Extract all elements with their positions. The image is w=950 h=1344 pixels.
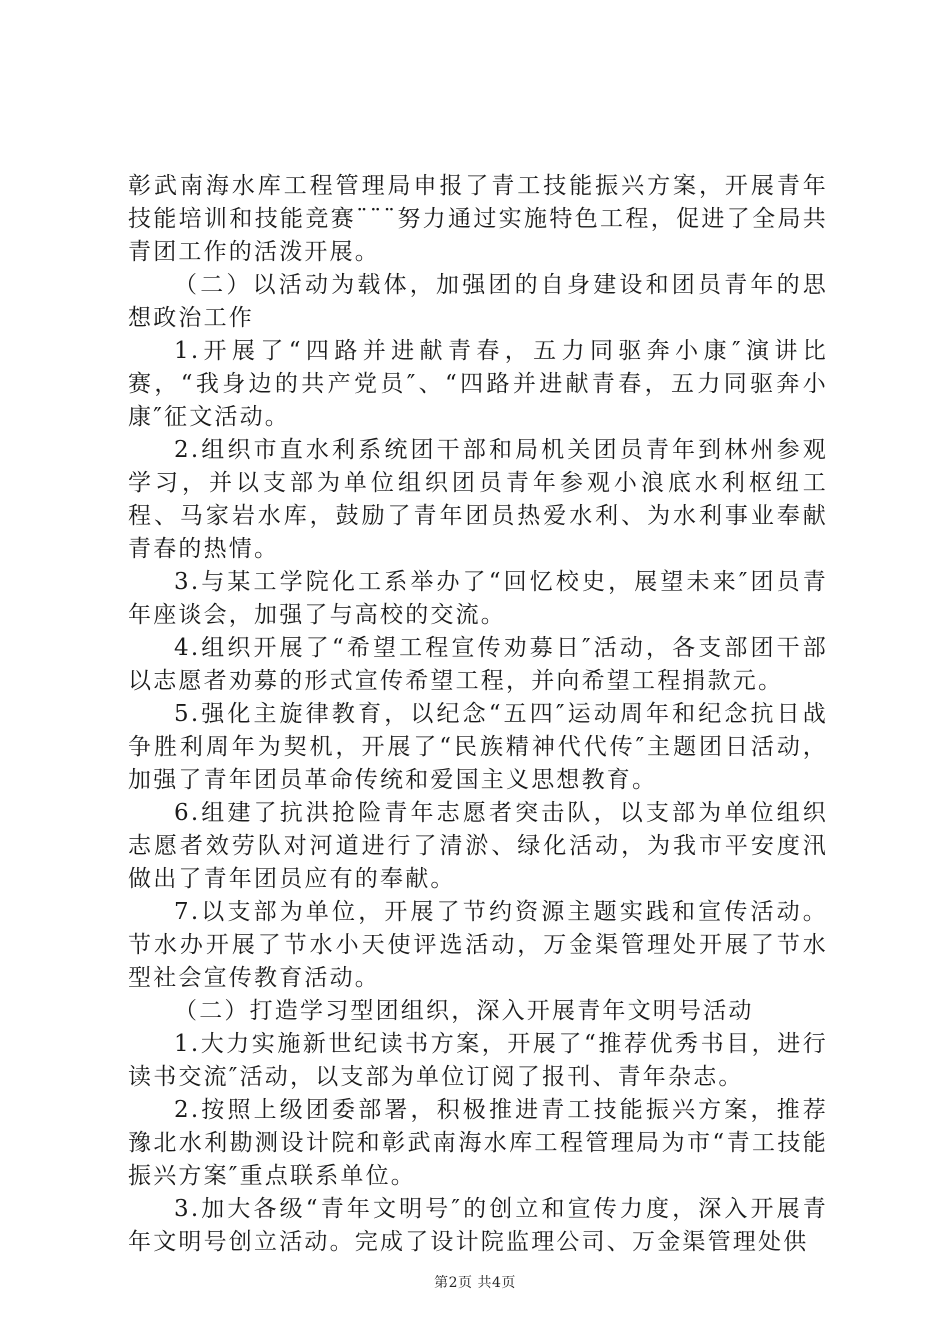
list-item-3: 3.与某工学院化工系举办了“回忆校史，展望未来″团员青年座谈会，加强了与高校的交流。 — [128, 569, 828, 628]
list-item-1: 1.大力实施新世纪读书方案，开展了“推荐优秀书目，进行读书交流″活动，以支部为单位订阅了报刊、青年杂志。 — [128, 1031, 828, 1090]
page-footer: 第2页 共4页 — [434, 1275, 516, 1291]
list-item-2: 2.组织市直水利系统团干部和局机关团员青年到林州参观学习，并以支部为单位组织团员青年参观小浪底水利枢纽工程、马家岩水库，鼓励了青年团员热爱水利、为水利事业奉献青春的热情。 — [128, 437, 828, 562]
section-heading-learning: （二）打造学习型团组织，深入开展青年文明号活动 — [174, 998, 754, 1024]
section-heading-activities: （二）以活动为载体，加强团的自身建设和团员青年的思想政治工作 — [128, 272, 828, 331]
list-item-3: 3.加大各级“青年文明号″的创立和宣传力度，深入开展青年文明号创立活动。完成了设计院监理公司、万金渠管理处供 — [128, 1196, 828, 1255]
list-item-5: 5.强化主旋律教育，以纪念“五四″运动周年和纪念抗日战争胜利周年为契机，开展了“民族精神代代传″主题团日活动，加强了青年团员革命传统和爱国主义思想教育。 — [128, 701, 828, 793]
document-body — [128, 170, 828, 1259]
paragraph-continuation: 彰武南海水库工程管理局申报了青工技能振兴方案，开展青年技能培训和技能竞赛¨¨¨努力通过实施特色工程，促进了全局共青团工作的活泼开展。 — [128, 173, 828, 265]
list-item-6: 6.组建了抗洪抢险青年志愿者突击队，以支部为单位组织志愿者效劳队对河道进行了清淤、绿化活动，为我市平安度汛做出了青年团员应有的奉献。 — [128, 800, 828, 892]
list-item-7: 7.以支部为单位，开展了节约资源主题实践和宣传活动。节水办开展了节水小天使评选活动，万金渠管理处开展了节水型社会宣传教育活动。 — [128, 899, 828, 991]
list-item-1: 1.开展了“四路并进献青春，五力同驱奔小康″演讲比赛，“我身边的共产党员″、“四路并进献青春，五力同驱奔小康″征文活动。 — [128, 338, 828, 430]
list-item-2: 2.按照上级团委部署，积极推进青工技能振兴方案，推荐豫北水利勘测设计院和彰武南海水库工程管理局为市“青工技能振兴方案″重点联系单位。 — [128, 1097, 828, 1189]
list-item-4: 4.组织开展了“希望工程宣传劝募日″活动，各支部团干部以志愿者劝募的形式宣传希望工程，并向希望工程捐款元。 — [128, 635, 828, 694]
